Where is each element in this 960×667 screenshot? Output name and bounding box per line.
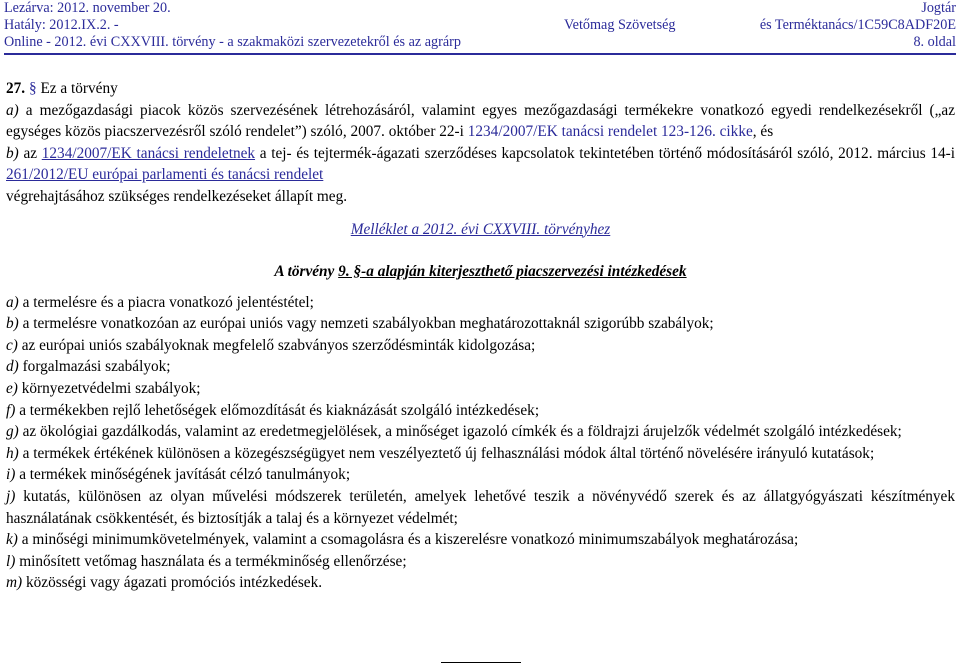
item-text: kutatás, különösen az olyan művelési módszerek területén, amelyek lehetővé teszik a növényvédő szerek és az állatgyógyászati készítmények használatának csökkentését, és biztosítják a talaj és a környezet védelmét; bbox=[6, 487, 955, 527]
section-number: 27. bbox=[6, 80, 26, 97]
header-row-2 bbox=[4, 17, 956, 34]
item-text: az európai uniós szabályoknak megfelelő szabványos szerződésminták kidolgozása; bbox=[21, 336, 536, 354]
regulation-link-1234-2007[interactable]: 1234/2007/EK tanácsi rendelet 123-126. cikke bbox=[467, 123, 753, 141]
list-item bbox=[6, 486, 955, 529]
item-label: e) bbox=[6, 379, 18, 397]
measures-list bbox=[6, 292, 955, 594]
header-row-1 bbox=[4, 0, 956, 17]
header-divider bbox=[4, 53, 956, 55]
list-item bbox=[6, 292, 955, 314]
item-label: k) bbox=[6, 531, 18, 549]
annex-title-link[interactable]: Melléklet a 2012. évi CXXVIII. törvényhez bbox=[350, 220, 611, 238]
closed-date: Lezárva: 2012. november 20. bbox=[4, 0, 171, 16]
point-label: b) bbox=[6, 144, 19, 162]
item-label: m) bbox=[6, 574, 23, 592]
law-title: Online - 2012. évi CXXVIII. törvény - a szakmaközi szervezetekről és az agrárp bbox=[4, 34, 461, 50]
page-number: 8. oldal bbox=[913, 34, 956, 50]
item-label: f) bbox=[6, 401, 16, 419]
item-label: b) bbox=[6, 315, 19, 333]
section-point-b bbox=[6, 143, 955, 186]
section-intro: Ez a törvény bbox=[40, 80, 118, 97]
list-item bbox=[6, 400, 955, 422]
paragraph-9-link[interactable]: 9. § bbox=[338, 262, 362, 280]
item-text: a termékekben rejlő lehetőségek előmozdítását és kiaknázását szolgáló intézkedések; bbox=[19, 401, 540, 419]
item-label: c) bbox=[6, 336, 18, 354]
annex-subtitle-part: A törvény bbox=[274, 262, 335, 280]
item-text: a termelésre és a piacra vonatkozó jelentéstétel; bbox=[22, 293, 314, 311]
item-label: g) bbox=[6, 423, 19, 441]
item-text: minősített vetőmag használata és a termékminőség ellenőrzése; bbox=[19, 552, 407, 570]
list-item bbox=[6, 356, 955, 378]
item-text: a minőségi minimumkövetelmények, valamint a csomagolásra és a kiszerelésre vonatkozó minimumszabályok meghatározása; bbox=[21, 531, 799, 549]
item-text: környezetvédelmi szabályok; bbox=[21, 379, 201, 397]
organization-name: Vetőmag Szövetség bbox=[564, 17, 676, 33]
item-text: a termékek minőségének javítását célzó tanulmányok; bbox=[19, 466, 351, 484]
list-item bbox=[6, 572, 955, 594]
item-label: j) bbox=[6, 487, 16, 505]
item-text: az ökológiai gazdálkodás, valamint az eredetmegjelölések, a minőséget igazoló címkék és a földrajzi árujelzők védelmét szolgáló intézkedések; bbox=[22, 423, 902, 441]
point-text: a mezőgazdasági piacok közös szervezésének létrehozásáról, valamint egyes mezőgazdasági termékekre vonatkozó egyedi rendelkezésekről („az egységes közös piacszervezésről szóló rendelet”) szóló, 2007. október 22-i bbox=[6, 101, 955, 141]
jogtar-label: Jogtár bbox=[921, 0, 956, 16]
section-point-a bbox=[6, 100, 955, 143]
item-text: közösségi vagy ágazati promóciós intézkedések. bbox=[25, 574, 323, 592]
item-text: a termelésre vonatkozóan az európai uniós vagy nemzeti szabályokban meghatározottaknál szigorúbb szabályok; bbox=[22, 315, 714, 333]
page-header bbox=[4, 0, 956, 54]
point-label: a) bbox=[6, 101, 19, 119]
item-label: a) bbox=[6, 293, 19, 311]
list-item bbox=[6, 551, 955, 573]
annex-subtitle bbox=[6, 261, 955, 283]
list-item bbox=[6, 464, 955, 486]
list-item bbox=[6, 529, 955, 551]
regulation-link-1234-2007-amend[interactable]: 1234/2007/EK tanácsi rendeletnek bbox=[41, 144, 256, 162]
effective-date: Hatály: 2012.IX.2. - bbox=[4, 17, 119, 33]
item-label: h) bbox=[6, 444, 19, 462]
point-text-cont: a tej- és tejtermék-ágazati szerződéses kapcsolatok tekintetében történő módosításáról szóló, 2012. március 14-i bbox=[259, 144, 955, 162]
section-closing: végrehajtásához szükséges rendelkezéseket állapít meg. bbox=[6, 187, 348, 205]
item-label: l) bbox=[6, 552, 16, 570]
section-sign-link[interactable]: § bbox=[28, 80, 37, 97]
document-body bbox=[6, 78, 955, 594]
point-text-end: , és bbox=[752, 123, 774, 141]
document-id: és Terméktanács/1C59C8ADF20E bbox=[759, 17, 956, 33]
item-label: d) bbox=[6, 358, 19, 376]
list-item bbox=[6, 335, 955, 357]
item-text: a termékek értékének különösen a közegészségügyet nem veszélyeztető új felhasználási módok által történő növelésére irányuló kutatások; bbox=[22, 444, 875, 462]
item-label: i) bbox=[6, 466, 16, 484]
annex-subtitle-rest: -a alapján kiterjeszthető piacszervezési intézkedések bbox=[361, 262, 687, 280]
header-row-3 bbox=[4, 34, 956, 51]
regulation-link-261-2012[interactable]: 261/2012/EU európai parlamenti és tanácsi rendelet bbox=[6, 166, 324, 184]
item-text: forgalmazási szabályok; bbox=[22, 358, 171, 376]
point-text: az bbox=[23, 144, 38, 162]
list-item bbox=[6, 378, 955, 400]
list-item bbox=[6, 421, 955, 443]
list-item bbox=[6, 443, 955, 465]
list-item bbox=[6, 313, 955, 335]
footer-divider bbox=[441, 662, 521, 663]
section-heading bbox=[6, 78, 955, 100]
